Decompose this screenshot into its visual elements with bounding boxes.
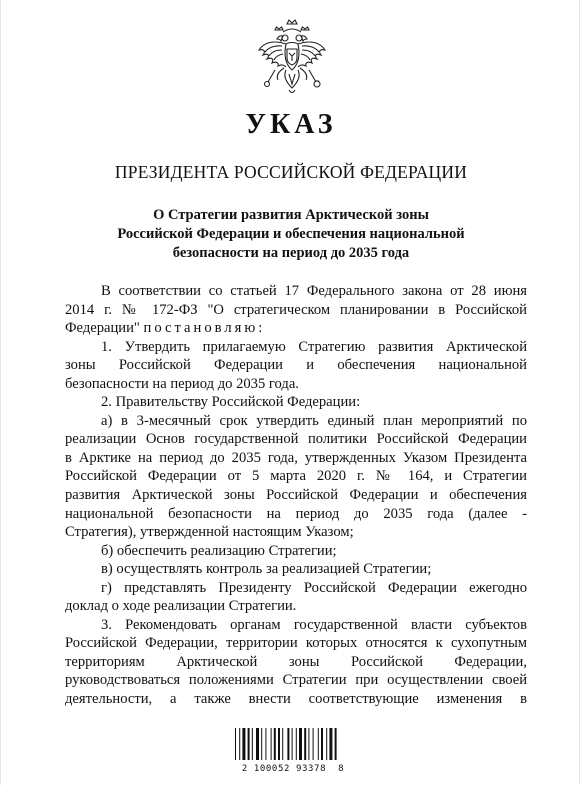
body-line: В соответствии со статьей 17 Федерального закона от 28 июня bbox=[101, 283, 527, 299]
body-text: Федерации" bbox=[65, 320, 140, 337]
body-line: деятельности, а также внести соответствующие изменения в bbox=[65, 691, 527, 708]
body-line: 3. Рекомендовать органам государственной власти субъектов bbox=[101, 616, 527, 633]
body-line: зоны Российской Федерации и обеспечения национальной bbox=[65, 357, 527, 374]
body-line: Российской Федерации, территории которых относятся к сухопутным bbox=[65, 635, 527, 652]
heading-line: Российской Федерации и обеспечения национальной bbox=[117, 225, 465, 242]
body-line: 1. Утвердить прилагаемую Стратегию развития Арктической bbox=[101, 338, 527, 355]
heading-line: безопасности на период до 2035 года bbox=[172, 244, 410, 261]
body-line: в Арктике на период до 2035 года, утвержденных Указом Президента bbox=[65, 449, 527, 466]
document-title: УКАЗ bbox=[245, 109, 337, 140]
document-subtitle: ПРЕЗИДЕНТА РОССИЙСКОЙ ФЕДЕРАЦИИ bbox=[114, 162, 468, 182]
body-line: безопасности на период до 2035 года. bbox=[65, 375, 299, 392]
body-line: 2014 г. № 172-ФЗ "О стратегическом планировании в Российской bbox=[65, 301, 527, 318]
body-line: Стратегия), утвержденной настоящим Указом; bbox=[65, 524, 354, 541]
body-line: развития Арктической зоны Российской Федерации и обеспечения bbox=[65, 487, 527, 504]
body-line: а) в 3-месячный срок утвердить единый план мероприятий по bbox=[101, 412, 527, 429]
body-line: 2. Правительству Российской Федерации: bbox=[101, 394, 361, 411]
decree-heading bbox=[111, 206, 471, 262]
body-line: б) обеспечить реализацию Стратегии; bbox=[101, 542, 337, 559]
body-line: Российской Федерации от 5 марта 2020 г. № 164, и Стратегии bbox=[65, 468, 527, 485]
body-line: реализации Основ государственной политики Российской Федерации bbox=[65, 431, 527, 448]
barcode-number: 2 100052 93378 8 bbox=[241, 764, 345, 774]
body-line: г) представлять Президенту Российской Федерации ежегодно bbox=[101, 579, 527, 596]
spaced-word: постановляю: bbox=[143, 320, 266, 337]
body-line bbox=[65, 319, 527, 338]
decree-body bbox=[65, 282, 527, 709]
heading-line: О Стратегии развития Арктической зоны bbox=[153, 207, 429, 223]
body-line: национальной безопасности на период до 2035 года (далее - bbox=[65, 505, 527, 522]
body-line: территориям Арктической зоны Российской Федерации, bbox=[65, 653, 527, 670]
body-line: в) осуществлять контроль за реализацией Стратегии; bbox=[101, 561, 432, 578]
barcode-icon bbox=[231, 726, 351, 762]
body-line: доклад о ходе реализации Стратегии. bbox=[65, 598, 297, 615]
coat-of-arms-icon bbox=[256, 18, 328, 100]
body-line: руководствоваться положениями Стратегии при осуществлении своей bbox=[65, 672, 527, 689]
